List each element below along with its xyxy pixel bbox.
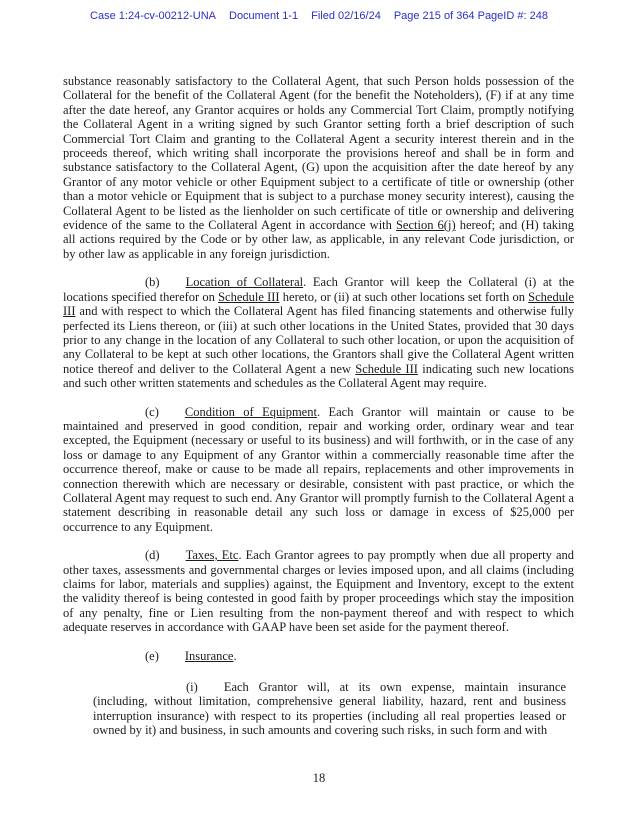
page-number: 18	[312, 771, 326, 785]
underlined-text: Schedule III	[218, 289, 280, 304]
paragraph-d-taxes-etc: (d) Taxes, Etc. Each Grantor agrees to pay promptly when due all property and other taxes, assessments and governmental charges or levies imposed upon, and all claims (including claims for labor, materials and supplies) against, the Equipment and Inventory, except to the extent the validity thereof is being contested in good faith by proper proceedings which stay the imposition of any penalty, fine or Lien resulting from the non-payment thereof and with respect to which adequate reserves in accordance with GAAP have been set aside for the payment thereof.	[63, 548, 574, 635]
paragraph-e-i-insurance-detail: (i) Each Grantor will, at its own expense, maintain insurance (including, without limitation, comprehensive general liability, hazard, rent and business interruption insurance) with respect to its properties (including all real properties leased or owned by it) and business, in such amounts and covering such risks, in such form and with	[93, 680, 566, 738]
underlined-text: Schedule III	[355, 361, 418, 376]
underlined-text: Taxes, Etc	[185, 548, 239, 563]
underlined-text: Section 6(j)	[395, 218, 456, 233]
paragraph-c-condition-of-equipment: (c) Condition of Equipment. Each Grantor will maintain or cause to be maintained and preserved in good condition, repair and working order, ordinary wear and tear excepted, the Equipment (necessary or useful to its business) and will forthwith, or in the case of any loss or damage to any Equipment of any Grantor within a commercially reasonable time after the occurrence thereof, make or cause to be made all repairs, replacements and other improvements in connection therewith which are necessary or desirable, consistent with past practice, or which the Collateral Agent may request to such end. Any Grantor will promptly furnish to the Collateral Agent a statement describing in reasonable detail any such loss or damage in excess of $25,000 per occurrence to any Equipment.	[63, 404, 574, 534]
paragraph-b-location-of-collateral: (b) Location of Collateral. Each Grantor will keep the Collateral (i) at the locations specified therefor on Schedule III hereto, or (ii) at such other locations set forth on Schedule III and with respect to which the Collateral Agent has filed financing statements and otherwise fully perfected its Liens thereon, or (iii) at such other locations in the United States, provided that 30 days prior to any change in the location of any Collateral to such other location, or upon the acquisition of any Collateral to be kept at such other locations, the Grantors shall give the Collateral Agent written notice thereof and deliver to the Collateral Agent a new Schedule III indicating such new locations and such other written statements and schedules as the Collateral Agent may require.	[63, 275, 575, 391]
document-body	[63, 74, 574, 738]
underlined-text: Schedule III	[63, 289, 574, 319]
underlined-text: Condition of Equipment	[184, 404, 317, 419]
case-number: Case 1:24-cv-00212-UNA	[90, 10, 216, 22]
underlined-text: Location of Collateral	[185, 275, 304, 290]
document-number: Document 1-1	[229, 10, 299, 22]
underlined-text: Insurance	[184, 648, 234, 663]
paragraph-continuation-f-g-h: substance reasonably satisfactory to the Collateral Agent, that such Person holds possession of the Collateral for the benefit of the Collateral Agent (for the benefit the Noteholders), (F) if at any time after the date hereof, any Grantor acquires or holds any Commercial Tort Claim, promptly notifying the Collateral Agent in a writing signed by such Grantor setting forth a brief description of such Commercial Tort Claim and granting to the Collateral Agent a security interest therein and in the proceeds thereof, which writing shall incorporate the provisions hereof and shall be in form and substance satisfactory to the Collateral Agent, (G) upon the acquisition after the date hereof by any Grantor of any motor vehicle or other Equipment subject to a certificate of title or ownership (other than a motor vehicle or Equipment that is subject to a purchase money security interest), causing the Collateral Agent to be listed as the lienholder on such certificate of title or ownership and delivering evidence of the same to the Collateral Agent in accordance with Section 6(j) hereof; and (H) taking all actions required by the Code or by other law, as applicable, in any relevant Code jurisdiction, or by other law as applicable in any foreign jurisdiction.	[63, 74, 574, 261]
pageid-stamp: Page 215 of 364 PageID #: 248	[393, 10, 548, 22]
court-stamp-header	[0, 10, 638, 22]
filed-date: Filed 02/16/24	[311, 10, 381, 22]
paragraph-e-insurance: (e) Insurance.	[145, 648, 237, 663]
